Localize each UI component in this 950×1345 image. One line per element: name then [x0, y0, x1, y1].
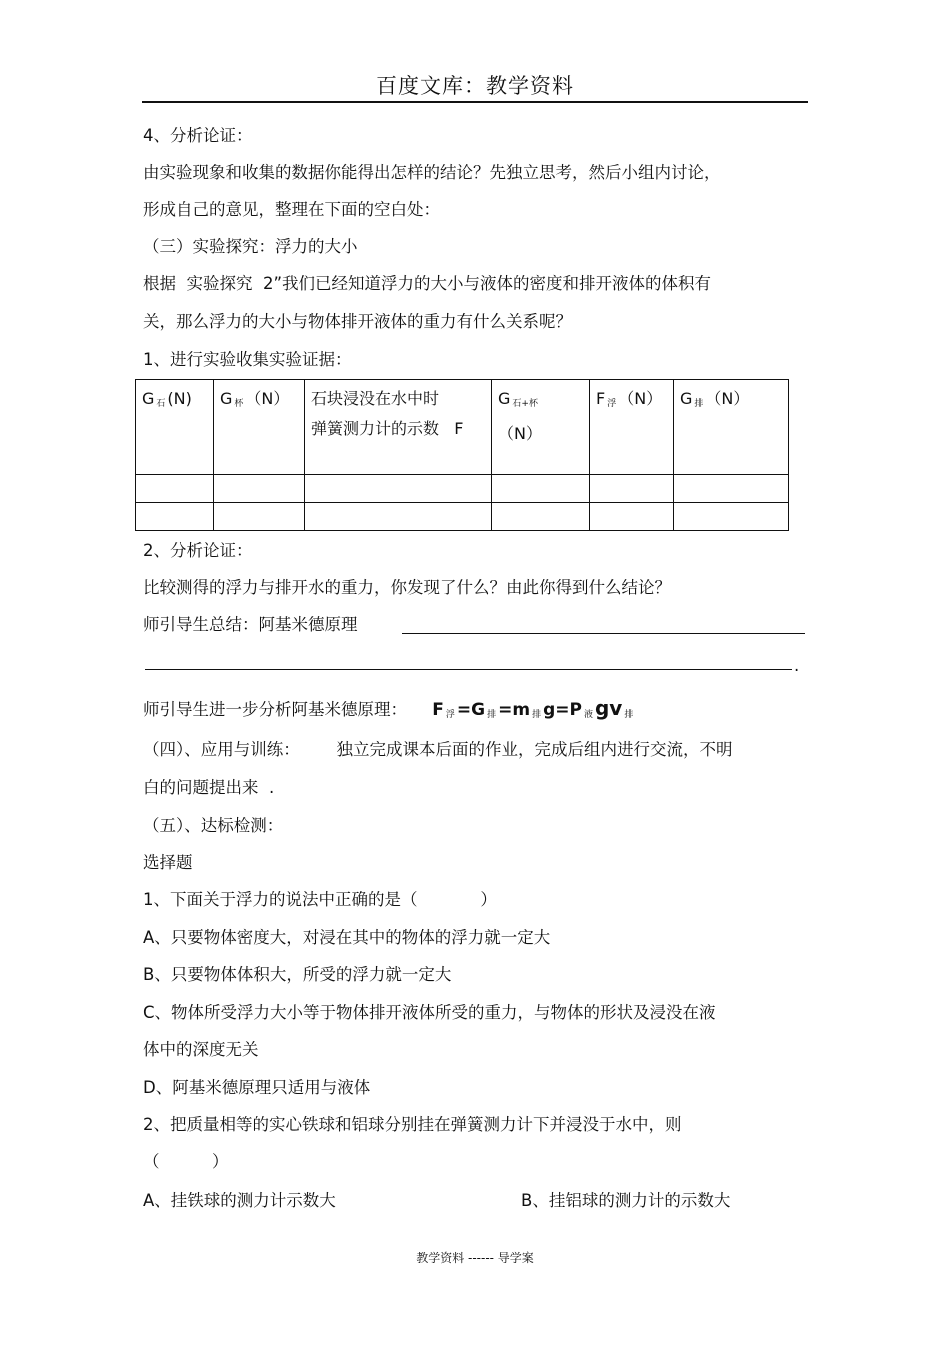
table-cell[interactable] [214, 474, 305, 502]
table-cell[interactable] [305, 474, 492, 502]
q2-answer-paren: （ ） [143, 1152, 229, 1171]
header-g-stone-cup: G $_{石+杯}$ （N） [492, 380, 590, 475]
table-cell[interactable] [136, 502, 214, 530]
table-cell[interactable] [305, 502, 492, 530]
header-title: 百度文库：教学资料 [376, 74, 574, 98]
table-cell[interactable] [674, 474, 789, 502]
q2-option-b: B、挂铝球的测力计的示数大 [521, 1191, 731, 1210]
table-row [136, 474, 789, 502]
q2-option-a: A、挂铁球的测力计示数大 [143, 1191, 336, 1210]
q2-stem: 2、把质量相等的实心铁球和铝球分别挂在弹簧测力计下并浸没于水中，则 [143, 1115, 682, 1134]
section-four-line-1: （四）、应用与训练： 独立完成课本后面的作业，完成后组内进行交流，不明 [143, 740, 733, 759]
q1-option-d: D、阿基米德原理只适用与液体 [143, 1078, 371, 1097]
header-g-displaced: G $_排$ （N） [674, 380, 789, 475]
q1-option-b: B、只要物体体积大，所受的浮力就一定大 [143, 965, 452, 984]
table-cell[interactable] [492, 502, 590, 530]
summary-label: 师引导生总结：阿基米德原理 [143, 615, 358, 634]
section-three-line-2: 关，那么浮力的大小与物体排开液体的重力有什么关系呢？ [143, 312, 572, 331]
q1-option-c-line-2: 体中的深度无关 [143, 1040, 259, 1059]
analysis-4-line-1: 由实验现象和收集的数据你能得出怎样的结论？先独立思考，然后小组内讨论， [143, 163, 721, 182]
summary-blank-line-1[interactable] [402, 633, 805, 634]
table-cell[interactable] [214, 502, 305, 530]
header-g-stone: G $_石$ (N) [136, 380, 214, 475]
analysis-4-line-2: 形成自己的意见，整理在下面的空白处： [143, 200, 440, 219]
header-f-buoyancy: F $_浮$ （N） [590, 380, 674, 475]
table-header-row [136, 380, 789, 475]
table-cell[interactable] [590, 502, 674, 530]
table-cell[interactable] [492, 474, 590, 502]
table-cell[interactable] [674, 502, 789, 530]
section-three-title: （三）实验探究：浮力的大小 [143, 237, 358, 256]
formula-intro: 师引导生进一步分析阿基米德原理： [143, 700, 407, 719]
q1-option-a: A、只要物体密度大，对浸在其中的物体的浮力就一定大 [143, 928, 551, 947]
q1-stem: 1、下面关于浮力的说法中正确的是（ ） [143, 890, 497, 909]
table-row [136, 502, 789, 530]
table-cell[interactable] [590, 474, 674, 502]
question-type: 选择题 [143, 853, 193, 872]
step-1-title: 1、进行实验收集实验证据： [143, 350, 352, 369]
page-footer: 教学资料 ------ 导学案 [416, 1251, 534, 1265]
analysis-2-question: 比较测得的浮力与排开水的重力，你发现了什么？由此你得到什么结论？ [143, 578, 671, 597]
header-spring-reading: 石块浸没在水中时 弹簧测力计的示数 F [305, 380, 492, 475]
section-three-line-1: 根据 实验探究 2”我们已经知道浮力的大小与液体的密度和排开液体的体积有 [143, 274, 712, 293]
table-cell[interactable] [136, 474, 214, 502]
section-four-line-2: 白的问题提出来 . [143, 778, 275, 797]
archimedes-formula: F $_浮$ =G $_排$ =m $_排$ g=P $_液$ gv $_排$ [432, 696, 634, 720]
header-divider [142, 101, 808, 103]
analysis-4-title: 4、分析论证： [143, 126, 253, 145]
header-g-cup: G $_杯$ （N） [214, 380, 305, 475]
formula-line [143, 697, 635, 726]
q1-option-c-line-1: C、物体所受浮力大小等于物体排开液体所受的重力，与物体的形状及浸没在液 [143, 1003, 716, 1022]
summary-period: . [794, 656, 800, 675]
data-table [135, 379, 789, 531]
analysis-2-title: 2、分析论证： [143, 541, 253, 560]
section-five-title: （五）、达标检测： [143, 816, 284, 835]
summary-blank-line-2[interactable] [145, 669, 792, 670]
